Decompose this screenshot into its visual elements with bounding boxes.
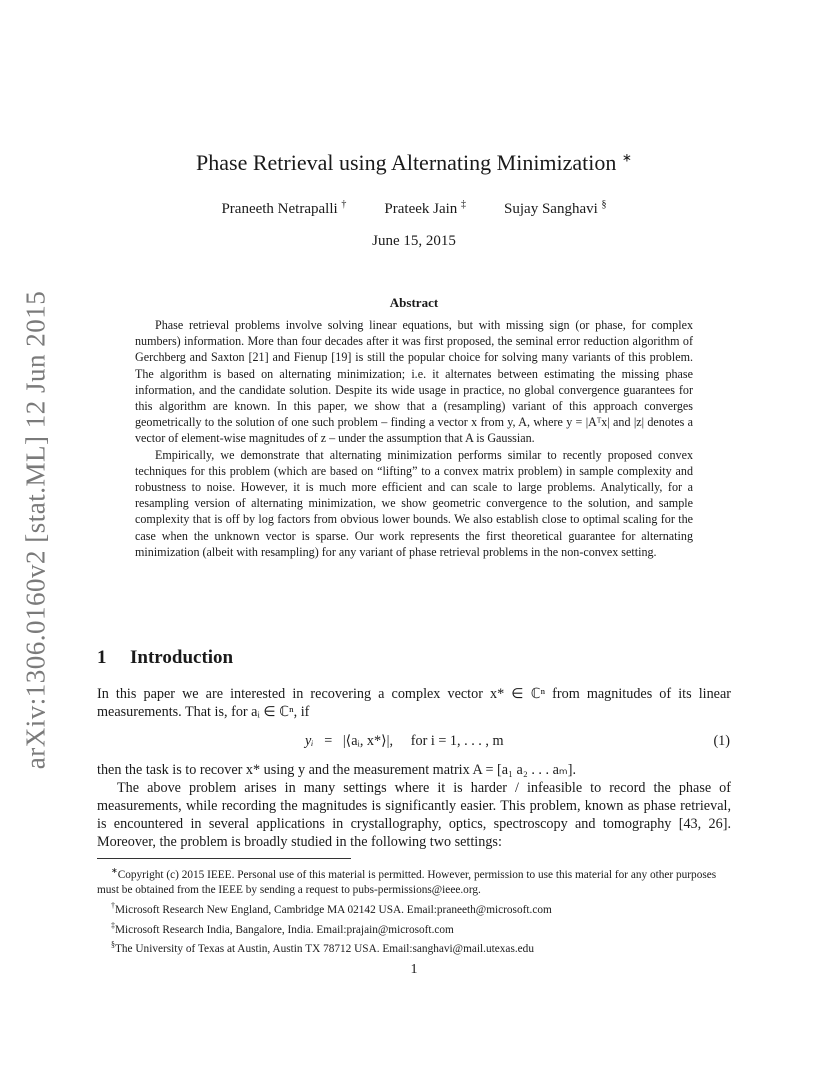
author-mark: ‡ (461, 199, 467, 210)
footnote-text: The University of Texas at Austin, Austin TX 78712 USA. Email:sanghavi@mail.utexas.edu (115, 943, 534, 956)
footnote-text: Copyright (c) 2015 IEEE. Personal use of this material is permitted. However, permission to use this material for any other purposes must be obtained from the IEEE by sending a request to pubs-permissions@ieee.org. (97, 868, 717, 896)
equation-body (305, 733, 504, 750)
abstract-paragraph: Empirically, we demonstrate that alternating minimization performs similar to recently proposed convex techniques for this problem (which are based on “lifting” to a convex matrix problem) in sample complexity and robustness to noise. However, it is much more efficient and can scale to large problems. Analytically, for a resampling version of alternating minimization, we show geometric convergence to the solution, and sample complexity that is off by log factors from obvious lower bounds. We also establish close to optimal scaling for the case when the unknown vector is sparse. Our work represents the first theoretical guarantee for alternating minimization (albeit with resampling) for any variant of phase retrieval problems in the non-convex setting. (135, 447, 693, 559)
equation-condition: for i = 1, . . . , m (410, 733, 504, 749)
abstract-body (135, 317, 693, 560)
section-title: Introduction (130, 647, 234, 668)
footnote (97, 863, 731, 898)
footnote-divider (97, 858, 351, 859)
body-paragraph (97, 761, 731, 851)
author (221, 199, 346, 218)
footnote-text: Microsoft Research India, Bangalore, India. Email:prajain@microsoft.com (115, 923, 454, 936)
abstract-heading: Abstract (389, 295, 439, 310)
body-paragraph (97, 685, 731, 721)
footnote-text: Microsoft Research New England, Cambridge MA 02142 USA. Email:praneeth@microsoft.com (115, 903, 552, 916)
footnotes (97, 863, 731, 957)
abstract-paragraph: Phase retrieval problems involve solving linear equations, but with missing sign (or phase, for complex numbers) information. More than four decades after it was first proposed, the seminal error reduction algorithm of Gerchberg and Saxton [21] and Fienup [19] is still the popular choice for solving many variants of this problem. The algorithm is based on alternating minimization; i.e. it alternates between estimating the missing phase information, and the candidate solution. Despite its wide usage in practice, no global convergence guarantees for this algorithm are known. In this paper, we show that a (resampling) variant of this approach converges geometrically to the solution of one such problem – finding a vector x from y, A, where y = |Aᵀx| and |z| denotes a vector of element-wise magnitudes of z – under the assumption that A is Gaussian. (135, 318, 693, 446)
equation-lhs: yᵢ (305, 733, 314, 749)
author-mark: † (341, 199, 347, 210)
equation-rhs: |⟨aᵢ, x*⟩|, (342, 733, 394, 749)
body-text: then the task is to recover x* using y and the measurement matrix A = [a₁ a₂ . . . aₘ]. (97, 762, 577, 778)
publication-date: June 15, 2015 (372, 233, 456, 249)
author-name: Prateek Jain (384, 201, 458, 217)
title-text: Phase Retrieval using Alternating Minimization (196, 150, 617, 175)
author (504, 199, 607, 218)
author-name: Sujay Sanghavi (504, 201, 598, 217)
footnote-mark: † (111, 900, 115, 910)
footnote-mark: § (111, 940, 115, 950)
footnote-mark: ∗ (111, 866, 118, 875)
author-mark: § (601, 199, 607, 210)
section-heading (97, 647, 233, 669)
footnote (97, 898, 731, 918)
arxiv-identifier-stamp: arXiv:1306.0160v2 [stat.ML] 12 Jun 2015 (20, 290, 51, 770)
footnote-mark: ‡ (111, 920, 115, 930)
title-footnote-mark: ∗ (621, 150, 632, 165)
footnote (97, 918, 731, 938)
equation-number: (1) (713, 733, 730, 749)
section-number: 1 (97, 647, 107, 668)
footnote (97, 937, 731, 957)
paper-title (0, 150, 828, 176)
page-number: 1 (410, 962, 418, 977)
body-text: In this paper we are interested in recovering a complex vector x* ∈ ℂⁿ from magnitudes of its linear measurements. That is, for aᵢ ∈ ℂⁿ, if (97, 686, 731, 720)
body-text: The above problem arises in many settings where it is harder / infeasible to record the phase of measurements, while recording the magnitudes is significantly easier. This problem, known as phase retrieval, is encountered in several applications in crystallography, optics, spectroscopy and tomography [43, 26]. Moreover, the problem is broadly studied in the following two settings: (97, 780, 731, 850)
author-name: Praneeth Netrapalli (221, 201, 338, 217)
author (384, 199, 466, 218)
author-list (0, 199, 828, 218)
equation-relation: = (324, 733, 333, 749)
